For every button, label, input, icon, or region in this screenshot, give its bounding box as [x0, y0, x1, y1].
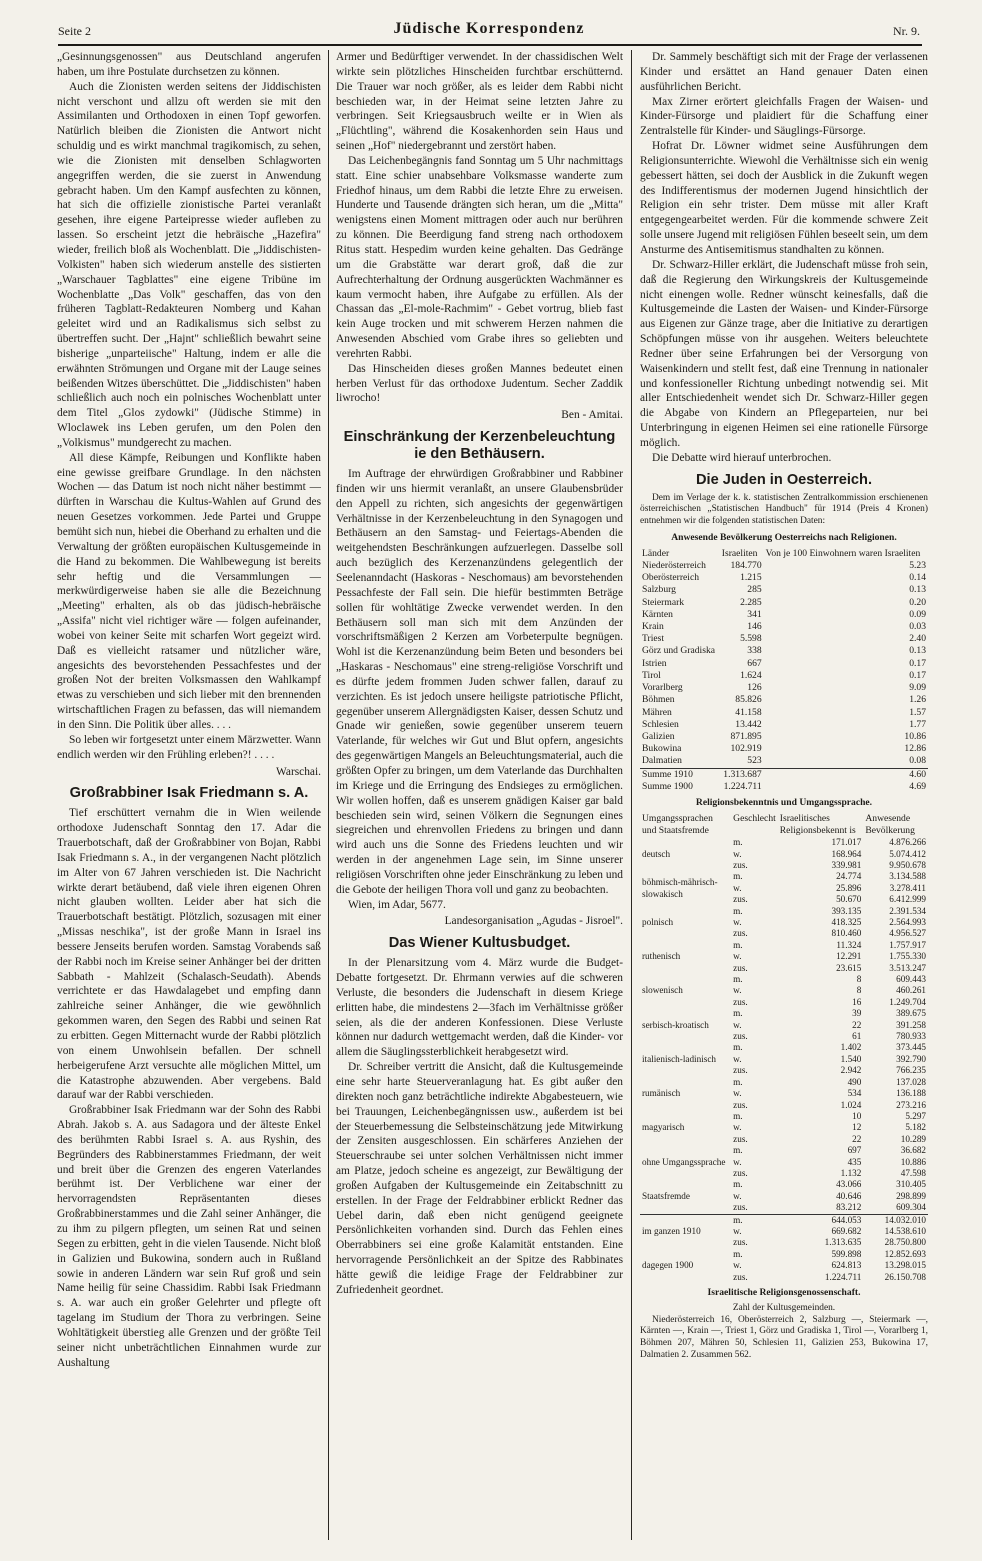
- table-cell: 2.391.534: [889, 905, 926, 916]
- table-cell: 9.09: [909, 682, 926, 694]
- table-cell: 12.86: [904, 743, 926, 755]
- table-cell: 4.60: [909, 768, 926, 780]
- table-cell: 10.86: [904, 730, 926, 742]
- table-row: [640, 1249, 928, 1260]
- table-cell: 1.224.711: [723, 780, 762, 792]
- table-caption: Israelitische Religionsgenossenschaft.: [707, 1287, 861, 1299]
- table-cell: 341: [747, 608, 762, 620]
- table-cell: Schlesien: [642, 718, 679, 730]
- column-2: [336, 50, 623, 1540]
- article-heading: Die Juden in Oesterreich.: [696, 471, 872, 488]
- table-cell: m.: [733, 1076, 743, 1087]
- table-cell: 126: [747, 682, 762, 694]
- table-row: [640, 645, 928, 657]
- table-cell: 0.14: [909, 572, 926, 584]
- table-row: [640, 560, 928, 572]
- table-cell: 47.598: [900, 1167, 926, 1178]
- table-row: [640, 1214, 928, 1226]
- table-cell: w.: [733, 951, 742, 962]
- table-cell: 609.443: [896, 974, 926, 985]
- table-cell: 184.770: [730, 560, 762, 572]
- table-cell: 4.69: [909, 780, 926, 792]
- table-cell: 14.538.610: [884, 1225, 926, 1236]
- table-cell: w.: [733, 1088, 742, 1099]
- table-row: [640, 633, 928, 645]
- table-cell: 3.278.411: [889, 882, 926, 893]
- table-cell: m.: [733, 905, 743, 916]
- table-cell: 523: [747, 755, 762, 767]
- table-cell: Dalmatien: [642, 755, 682, 767]
- table-cell: 1.26: [909, 694, 926, 706]
- table-row: [640, 707, 928, 719]
- table-cell: 5.598: [740, 633, 762, 645]
- table-cell: 1.024: [840, 1099, 862, 1110]
- table-cell: w.: [733, 1225, 742, 1236]
- table-cell: italienisch-ladinisch: [642, 1053, 716, 1064]
- table-cell: 338: [747, 645, 762, 657]
- table-cell: zus.: [733, 962, 748, 973]
- population-table: [640, 548, 928, 793]
- table-cell: serbisch-kroatisch: [642, 1019, 709, 1030]
- table-cell: 102.919: [730, 743, 762, 755]
- table-row: [640, 940, 928, 951]
- table-cell: 1.313.635: [824, 1237, 862, 1248]
- page-header: [58, 20, 920, 42]
- article-heading: Großrabbiner Isak Friedmann s. A.: [69, 785, 309, 802]
- table-cell: 810.460: [831, 928, 862, 939]
- table-cell: 146: [747, 621, 762, 633]
- table-cell: 28.750.800: [884, 1237, 926, 1248]
- table-cell: 609.304: [896, 1202, 926, 1213]
- table-cell: w.: [733, 1156, 742, 1167]
- column-divider: [631, 50, 632, 1540]
- table-cell: zus.: [733, 1099, 748, 1110]
- column-header: Von je 100 Einwohnern waren Israeliten: [765, 547, 921, 559]
- table-cell: 83.212: [836, 1202, 862, 1213]
- paragraph: „Gesinnungsgenossen" aus Deutschland angerufen haben, um ihre Postulate durchsetzen zu können.: [57, 51, 321, 78]
- table-cell: 1.757.917: [889, 939, 926, 950]
- table-cell: böhmisch-mährisch-slowakisch: [642, 877, 718, 899]
- table-cell: 1.132: [840, 1167, 862, 1178]
- table-cell: 12.852.693: [884, 1248, 926, 1259]
- table-cell: 14.032.010: [884, 1214, 926, 1225]
- column-1: [57, 50, 321, 1540]
- paragraph: Max Zirner erörtert gleichfalls Fragen der Waisen- und Kinder-Fürsorge und plaidiert für die Schaffung einer Zentralstelle für Kinder- und Säuglings-Fürsorge.: [640, 95, 928, 138]
- table-cell: zus.: [733, 996, 748, 1007]
- table-cell: 697: [847, 1145, 862, 1156]
- paragraph: In der Plenarsitzung vom 4. März wurde die Budget-Debatte fortgesetzt. Dr. Ehrmann verwies auf die schweren Verluste, die besonders die Judenschaft in diesem Kriege erlitten habe, die mindestens 2—3fach im Verhältnisse größer seien, als die der anderen Konfessionen. Diese Verluste können nur dadurch wettgemacht werden, daß die Kinder- vor allem die Säuglingssterblichkeit herabgesetzt wird.: [336, 957, 623, 1059]
- table-cell: m.: [733, 1145, 743, 1156]
- table-row: [640, 731, 928, 743]
- table-cell: m.: [733, 939, 743, 950]
- table-cell: m.: [733, 974, 743, 985]
- table-cell: m.: [733, 837, 743, 848]
- table-cell: m.: [733, 1179, 743, 1190]
- paragraph: Das Leichenbegängnis fand Sonntag um 5 Uhr nachmittags statt. Eine schier unabsehbare Volksmasse wanderte zum Friedhof hinaus, um dem Rabbi die letzte Ehre zu erweisen. Hunderte und Tausende drängten sich heran, um die „Mitta" wenigstens einen Moment mittragen oder auch nur berühren zu können. Die Beerdigung fand streng nach orthodoxem Ritus statt. Hespedim wurden keine gehalten. Das Gedränge um die Grabstätte war derart groß, daß die zur Aufrechterhaltung der Ordnung ausgerückten Wachmänner es kaum vermocht haben, ihre Aufgabe zu erfüllen. Als der Chassan das „El-mole-Rachmim" - Gebet vortrug, blieb fast kein Auge trocken und mit schwerem Herzen nahmen die Anwesenden Abschied vom Grabe ihres so geliebten und verehrten Rabbi.: [336, 154, 623, 360]
- table-cell: 5.23: [909, 560, 926, 572]
- table-subcaption: Zahl der Kultusgemeinden.: [732, 1302, 836, 1313]
- table-cell: 136.188: [896, 1088, 926, 1099]
- table-cell: 12.291: [836, 951, 862, 962]
- table-cell: 285: [747, 584, 762, 596]
- table-cell: im ganzen 1910: [642, 1225, 701, 1236]
- table-cell: 10: [852, 1110, 862, 1121]
- table-cell: 1.624: [740, 669, 762, 681]
- table-cell: w.: [733, 1122, 742, 1133]
- table-cell: 13.442: [735, 718, 762, 730]
- paragraph: Dr. Sammely beschäftigt sich mit der Frage der verlassenen Kinder und ersättet an Hand genauer Daten einen ausführlichen Bericht.: [640, 51, 928, 93]
- table-row: [640, 719, 928, 731]
- table-row: [640, 621, 928, 633]
- table-cell: 9.950.678: [889, 859, 926, 870]
- table-cell: Böhmen: [642, 694, 675, 706]
- table-cell: 39: [852, 1008, 862, 1019]
- table-cell: 644.053: [831, 1214, 862, 1225]
- table-cell: zus.: [733, 1167, 748, 1178]
- column-3: [640, 50, 928, 1540]
- table-cell: 50.670: [836, 894, 862, 905]
- paragraph: All diese Kämpfe, Reibungen und Konflikte haben eine gewisse greifbare Grundlage. In den nächsten Wochen — das Datum ist noch nicht näher bestimmt — dürften in Warschau die Kultus-Wahlen auf Grund des neuen Gesetzes vorkommen. Jede Partei und Gruppe bemüht sich nun, hiebei die Oberhand zu erhalten und die Verwaltung der größten europäischen Kultusgemeinde in die Hand zu bekommen. Die Wahlbewegung ist bereits sehr heftig und die Versammlungen — merkwürdigerweise haben sie alle die Bezeichnung „Meeting" erhalten, als ob das jüdisch-hebräische „Assifa" nicht viel richtiger wäre — folgen aufeinander, wobei von keiner Seite mit scharfen Wort gegeizt wird. Daß es vielleicht ratsamer und nützlicher wäre, angesichts des bevorstehenden Pessachfestes und der großen Not der breiten Volksmassen den Wahlkampf etwas zu verschieben und sich lieber mit den brennenden wirtschaftlichen Fragen zu befassen, das will niemandem in den Sinn. Die Politik über alles. . . .: [57, 451, 321, 731]
- page-number: Seite 2: [58, 24, 91, 38]
- table-cell: 6.412.999: [889, 894, 926, 905]
- table-cell: Tirol: [642, 669, 661, 681]
- column-header: Geschlecht: [733, 812, 776, 824]
- language-table-body: [640, 837, 928, 1283]
- paragraph: Das Hinscheiden dieses großen Mannes bedeutet einen herben Verlust für das orthodoxe Judentum. Secher Zaddik liwrocho!: [336, 362, 623, 405]
- table-cell: 5.297: [905, 1110, 926, 1121]
- table-cell: 780.933: [896, 1031, 926, 1042]
- table-cell: 599.898: [831, 1248, 862, 1259]
- table-cell: 1.224.711: [824, 1271, 862, 1282]
- table-cell: 3.513.247: [889, 962, 926, 973]
- table-row: [640, 837, 928, 848]
- table-cell: 534: [847, 1088, 862, 1099]
- table-row: [640, 658, 928, 670]
- column-header: Umgangssprachen und Staatsfremde: [642, 812, 713, 836]
- table-cell: Oberösterreich: [642, 572, 700, 584]
- table-row: [640, 597, 928, 609]
- table-row: [640, 1008, 928, 1019]
- table-cell: Mähren: [642, 706, 672, 718]
- table-cell: rumänisch: [642, 1088, 681, 1099]
- table-cell: w.: [733, 1260, 742, 1271]
- table-cell: Bukowina: [642, 743, 682, 755]
- table-cell: zus.: [733, 1065, 748, 1076]
- table-cell: zus.: [733, 1031, 748, 1042]
- table-cell: zus.: [733, 859, 748, 870]
- table-cell: 16: [852, 996, 862, 1007]
- table-row: [640, 974, 928, 985]
- table-cell: w.: [733, 848, 742, 859]
- table-cell: w.: [733, 917, 742, 928]
- table-cell: 168.964: [831, 848, 862, 859]
- signature: Landesorganisation „Agudas - Jisroel".: [444, 915, 623, 928]
- column-header: Länder: [642, 547, 670, 559]
- table-cell: m.: [733, 871, 743, 882]
- table-row: [640, 906, 928, 917]
- table-cell: Kärnten: [642, 608, 673, 620]
- table-cell: w.: [733, 985, 742, 996]
- table-caption: Religionsbekenntnis und Umgangssprache.: [695, 796, 873, 808]
- table-cell: 85.826: [735, 694, 762, 706]
- table-row: [640, 781, 928, 793]
- article-heading: Das Wiener Kultusbudget.: [388, 935, 571, 952]
- table-cell: 669.682: [831, 1225, 862, 1236]
- table-row: [640, 871, 928, 882]
- table-cell: 41.158: [735, 706, 762, 718]
- table-cell: 389.675: [896, 1008, 926, 1019]
- table-cell: 373.445: [896, 1042, 926, 1053]
- table-cell: 1.313.687: [723, 768, 762, 780]
- table-caption: Anwesende Bevölkerung Oesterreichs nach Religionen.: [671, 532, 897, 544]
- paragraph: Armer und Bedürftiger verwendet. In der chassidischen Welt wirkte sein plötzliches Hinscheiden furchtbar erschütternd. Die Trauer war noch größer, als es leider dem Rabbi nicht beschieden war, in der Heimat seine letzten Jahre zu verbringen. Seit Kriegsausbruch weilte er in Wien als „Flüchtling", während die Kosakenhorden sein Haus und seinen „Hof" niedergebrannt und zerstört haben.: [336, 51, 623, 153]
- table-cell: 43.066: [836, 1179, 862, 1190]
- table-cell: polnisch: [642, 917, 674, 928]
- table-cell: 40.646: [836, 1190, 862, 1201]
- table-cell: 5.074.412: [889, 848, 926, 859]
- table-cell: 766.235: [896, 1065, 926, 1076]
- table-cell: deutsch: [642, 848, 671, 859]
- table-cell: m.: [733, 1110, 743, 1121]
- table-cell: 0.03: [909, 621, 926, 633]
- table-row: [640, 768, 928, 781]
- table-cell: 8: [856, 974, 862, 985]
- table-cell: Krain: [642, 621, 664, 633]
- column-header: Anwesende Bevölkerung: [865, 812, 915, 836]
- table-cell: ruthenisch: [642, 951, 681, 962]
- table-cell: zus.: [733, 1202, 748, 1213]
- table-row: [640, 743, 928, 755]
- column-divider: [328, 50, 329, 1540]
- table-cell: 435: [847, 1156, 862, 1167]
- column-header: Israeliten: [721, 547, 758, 559]
- table-cell: 22: [852, 1133, 862, 1144]
- table-cell: 393.135: [831, 905, 862, 916]
- table-cell: m.: [733, 1248, 743, 1259]
- table-cell: 624.813: [831, 1260, 862, 1271]
- table-cell: 0.09: [909, 608, 926, 620]
- table-cell: Triest: [642, 633, 665, 645]
- table-cell: 0.17: [909, 657, 926, 669]
- table-cell: 61: [852, 1031, 862, 1042]
- table-cell: m.: [733, 1008, 743, 1019]
- table-cell: zus.: [733, 928, 748, 939]
- table-cell: 8: [856, 985, 862, 996]
- table-cell: 25.896: [836, 882, 862, 893]
- table-row: [640, 572, 928, 584]
- paragraph: Auch die Zionisten werden seitens der Jiddischisten nicht verschont und allzu oft werden sie mit den Assimilanten und Orthodoxen in einen Topf geworfen. Natürlich bleiben die Zionisten die Antwort nicht schuldig und es wirkt manchmal tragikomisch, zu sehen, wie die Zionisten mit denselben Schlagworten angegriffen werden, die sie zuerst in Anwendung gebracht haben. Um den Kampf ausfechten zu können, hat sich die offizielle zionistische Partei veranlaßt gesehen, ihre eigene Parteipresse wieder aufleben zu lassen. So erscheint jetzt die hebräische „Hazefira" wieder, freilich bloß als Wochenblatt. Die „Jiddischisten-Volkisten" haben sich wiederum anstelle des sistierten „Warschauer Tagblattes" eine eigene Tribüne im Wochenblatte „Das Volk" geschaffen, das von den früheren Tagblatt-Redakteuren Nomberg und Kahan geleitet wird und an Radikalismus sich selbst zu übertreffen sucht. Der „Hajnt" schließlich bewahrt seine bisherige „unparteiische" Haltung, indem er alle die erwähnten Strömungen und Organe mit der Lauge seines beißenden Witzes überschüttet. Die „Jiddischisten" haben schließlich auch noch ein polnisches Wochenblatt unter dem Titel „Glos zydowki" (Jüdische Stimme) in Wloclawek ins Leben gerufen, um den Polen den „Volkismus" mundgerecht zu machen.: [57, 80, 321, 449]
- table-cell: Galizien: [642, 730, 675, 742]
- table-row: [640, 609, 928, 621]
- table-cell: 12: [852, 1122, 862, 1133]
- table-cell: 4.876.266: [889, 837, 926, 848]
- table-row: [640, 1077, 928, 1088]
- paragraph: Großrabbiner Isak Friedmann war der Sohn des Rabbi Abrah. Jakob s. A. aus Sadagora und der älteste Enkel des berühmten Rabbi Israel s. A. aus Ryshin, des Begründers des Rabbinerstammes Friedmann, der weit und breit über die Grenzen des engeren Vaterlandes berühmt ist. Der Verblichene war einer der hervorragendsten Repräsentanten dieses Großrabbinerstammes und die Zahl seiner Anhänger, die zu ihm zu pilgern pflegten, um seinen Rat und seinen Segen zu erbitten, geht in die vielen Tausende. Nicht bloß in Galizien und Bukowina, sondern auch in Rußland sowie in anderen Ländern war sein Ruf groß und sein Name heilig für seine Chassidim. Rabbi Isak Friedmann s. A. war auch ein großer Gelehrter und pflegte oft tagelang im Studium der Thora zu verbringen. Seine Wohltätigkeit überstieg alle Grenzen und der größte Teil seiner nicht unbeträchtlichen Einnahmen wurde zur Aushaltung: [57, 1104, 321, 1369]
- masthead-title: Jüdische Korrespondenz: [393, 20, 585, 37]
- paragraph: So leben wir fortgesetzt unter einem Märzwetter. Wann endlich werden wir den Frühling erleben?! . . . .: [57, 733, 321, 761]
- table-row: [640, 682, 928, 694]
- table-cell: 391.258: [896, 1019, 926, 1030]
- table-cell: 0.13: [909, 584, 926, 596]
- table-cell: 1.402: [840, 1042, 862, 1053]
- table-cell: 10.886: [900, 1156, 926, 1167]
- table-cell: magyarisch: [642, 1122, 685, 1133]
- column-header: Israelitisches Religionsbekennt is: [779, 812, 856, 836]
- table-cell: 339.981: [831, 859, 862, 870]
- table-cell: 3.134.588: [889, 871, 926, 882]
- table-cell: w.: [733, 1019, 742, 1030]
- table-cell: w.: [733, 882, 742, 893]
- language-table: [640, 813, 928, 1283]
- table-cell: Salzburg: [642, 584, 676, 596]
- table-cell: Vorarlberg: [642, 682, 683, 694]
- table-row: [640, 755, 928, 768]
- table-cell: 871.895: [730, 730, 762, 742]
- table-cell: 13.298.015: [884, 1260, 926, 1271]
- header-rule: [58, 44, 922, 46]
- table-cell: 490: [847, 1076, 862, 1087]
- signature: Ben - Amitai.: [561, 409, 623, 422]
- table-cell: 24.774: [836, 871, 862, 882]
- table-cell: Görz und Gradiska: [642, 645, 715, 657]
- table-cell: 171.017: [831, 837, 862, 848]
- signature: Warschai.: [276, 765, 321, 778]
- table-row: [640, 694, 928, 706]
- table-row: [640, 1179, 928, 1190]
- issue-number: Nr. 9.: [893, 24, 920, 38]
- table-cell: 4.956.527: [889, 928, 926, 939]
- table-cell: zus.: [733, 1133, 748, 1144]
- table-cell: 0.20: [909, 596, 926, 608]
- table-row: [640, 584, 928, 596]
- table-row: [640, 670, 928, 682]
- table-cell: 0.08: [909, 755, 926, 767]
- population-table-body: [640, 560, 928, 793]
- table-cell: 36.682: [900, 1145, 926, 1156]
- table-row: [640, 1042, 928, 1053]
- paragraph: Niederösterreich 16, Oberösterreich 2, Salzburg —, Steiermark —, Kärnten —, Krain —, Triest 1, Görz und Gradiska 1, Tirol —, Vorarlberg 1, Böhmen 207, Mähren 50, Schlesien 11, Galizien 253, Bukowina 17, Dalmatien 2. Zusammen 562.: [640, 1314, 928, 1361]
- table-cell: 1.249.704: [889, 996, 926, 1007]
- table-cell: Summe 1910: [642, 768, 693, 780]
- table-cell: 1.540: [840, 1053, 862, 1064]
- table-cell: 10.289: [900, 1133, 926, 1144]
- table-cell: 0.13: [909, 645, 926, 657]
- table-cell: Steiermark: [642, 596, 685, 608]
- table-cell: slowenisch: [642, 985, 683, 996]
- table-cell: w.: [733, 1190, 742, 1201]
- table-cell: 392.790: [896, 1053, 926, 1064]
- table-row: [640, 1145, 928, 1156]
- table-cell: 5.182: [905, 1122, 926, 1133]
- table-cell: 23.615: [836, 962, 862, 973]
- table-cell: 0.17: [909, 669, 926, 681]
- table-cell: 11.324: [836, 939, 862, 950]
- table-cell: 1.77: [909, 718, 926, 730]
- table-cell: m.: [733, 1042, 743, 1053]
- paragraph: Hofrat Dr. Löwner widmet seine Ausführungen dem Religionsunterrichte. Wiewohl die Verhältnisse sich ein wenig gebessert hätten, sei doch der Ausblick in die Zukunft wegen des Indifferentismus der modernen Jugend hinsichtlich der Religion ein sehr trister. Dem müsse mit aller Kraft entgegengearbeitet werden. Für die kommende schwere Zeit solle unsere Jugend mit religiösen Fühlen beseelt sein, um dem Ansturme des Antisemitismus standhalten zu können.: [640, 140, 928, 256]
- table-cell: 1.57: [909, 706, 926, 718]
- table-cell: 1.215: [740, 572, 762, 584]
- dateline: Wien, im Adar, 5677.: [348, 898, 446, 911]
- table-cell: ohne Umgangssprache: [642, 1156, 726, 1167]
- table-cell: Summe 1900: [642, 780, 693, 792]
- table-cell: zus.: [733, 1237, 748, 1248]
- table-cell: 22: [852, 1019, 862, 1030]
- table-row: [640, 1111, 928, 1122]
- table-cell: 1.755.330: [889, 951, 926, 962]
- table-cell: 310.405: [896, 1179, 926, 1190]
- table-cell: 26.150.708: [884, 1271, 926, 1282]
- table-cell: dagegen 1900: [642, 1260, 694, 1271]
- table-cell: 273.216: [896, 1099, 926, 1110]
- table-cell: 2.285: [740, 596, 762, 608]
- intro-paragraph: Dem im Verlage der k. k. statistischen Zentralkommission erschienenen österreichischen „Statistischen Handbuch" für 1914 (Preis 4 Kronen) entnehmen wir die folgenden statistischen Daten:: [640, 492, 928, 527]
- paragraph: Tief erschüttert vernahm die in Wien weilende orthodoxe Judenschaft Sonntag den 17. Adar die Trauerbotschaft, daß der Großrabbiner von Bojan, Rabbi Isak Friedmann s. A., in der vergangenen Nacht plötzlich im Alter von 67 Jahren verschieden ist. Die Nachricht wirkte derart betäubend, daß viele ihren eigenen Ohren nicht glauben wollten. Leider aber hat sich die Trauerbotschaft bestätigt. Plötzlich, sozusagen mit einer „Missas neschika", ist der große Mann in Israel ins bessere Jenseits berufen worden. Samstag Vorabends saß der Rabbi noch im Kreise seiner Anhänger bei der dritten Sabbath - Mahlzeit (Schalasch-Seudath). Abends verrichtete er das Hawdalagebet und empfing dann zahlreiche seiner Anhänger, die wie gewöhnlich gekommen waren, den Segen des Rabbi und seinen Rat zu erbitten. Gegen Mitternacht wurde der Rabbi plötzlich von einem Unwohlsein befallen. Der schnell herbeigerufene Arzt versuchte alle möglichen Mittel, um die Katastrophe abzuwenden. Aber vergebens. Bald darauf war der Rabbi verschieden.: [57, 807, 321, 1102]
- paragraph: Dr. Schwarz-Hiller erklärt, die Judenschaft müsse froh sein, daß die Regierung den Wirkungskreis der Kultusgemeinde nicht einengen wolle. Redner wünscht keinesfalls, daß die Kultusgemeinde die Lasten der Waisen- und Kinder-Fürsorge aus Eigenen zur Gänze trage, aber die Initiative zu derartigen Schöpfungen müsse von ihr ausgehen. Weiters beleuchtete Redner über seine Erfahrungen bei der Versorgung von Waisenkindern und stellt fest, daß eine Trennung in nationaler und konfessioneller Richtung unbedingt notwendig sei. Mit aller Entschiedenheit wendet sich Dr. Schwarz-Hiller gegen die Abgabe von Kindern an Pflegeparteien, nur bei Unterbringung in eigenen Heimen sei eine rationelle Fürsorge möglich.: [640, 258, 928, 449]
- table-cell: 2.40: [909, 633, 926, 645]
- table-cell: 418.325: [831, 917, 862, 928]
- paragraph: Dr. Schreiber vertritt die Ansicht, daß die Kultusgemeinde eine sehr harte Steuerveranlagung hat. Es gibt außer den direkten noch ganz beträchtliche indirekte Abgabesteuern, wie bei Trauungen, Leichenbegängnissen usw., außerdem ist bei der Steuerbemessung die Selbsteinschätzung jede Mitwirkung der Zensiten ausgeschlossen. Ein schärferes Anziehen der Steuerschraube sei unter solchen Verhältnissen nicht immer am Platze, jedoch scheine es angezeigt, zur Bewältigung der großen Aufgaben der Kultusgemeinde ein Zeitabschnitt zu erstellen. In der Frage der Feldrabbiner erblickt Redner das Uebel darin, daß eben nicht genügend geeignete Persönlichkeiten vorhanden sind. Durch das Fehlen eines Oberrabbiners sei eine große Kalamität entstanden. Eine hervorragende Persönlichkeit an der Spitze des Rabbinates hätte gewiß die leidige Frage der Feldrabbiner zur Zufriedenheit geordnet.: [336, 1061, 623, 1296]
- table-cell: 298.899: [896, 1190, 926, 1201]
- article-heading: Einschränkung der Kerzenbeleuchtung ie den Bethäusern.: [343, 429, 616, 463]
- paragraph: Im Auftrage der ehrwürdigen Großrabbiner und Rabbiner finden wir uns hiermit veranlaßt, an unsere Glaubensbrüder den Appell zu richten, sich angesichts der gegenwärtigen Verhältnisse in der Kerzenbeleuchtung in den Synagogen und Bethäusern an den Samstag- und Feiertags-Abenden die weitgehendsten Beschränkungen aufzuerlegen. Dasselbe soll auch bezüglich des Kerzenanzündens gelegentlich der Seelenanndacht (Haskoras - Neschomaus) am bevorstehenden Pessachfeste der Fall sein. Die hiefür bestimmten Beträge sollen für wohltätige Zwecke verwendet werden. In den Bethäusern soll man sich mit dem Anzünden der vorschriftsmäßigen 2 Kerzen am Vorbeterpulte begnügen. Wohl ist die Kerzenanzündung beim Beten und besonders bei „Haskaras - Neschomaus" eine streng-religiöse Vorschrift und es dürfte jedem frommen Juden schwer fallen, darauf zu verzichten. Es ist jedoch unsere heiligste patriotische Pflicht, gegenüber unserem Allergnädigsten Kaiser, dessen Schutz und Gnade wir genießen, sowie gegenüber unserem teuern Vaterlande, für welches wir Gut und Blut opfern, angesichts des gegenwärtigen Mangels an Beleuchtungsmaterial, auch die größten Opfer zu bringen, um dem Vaterlande das Durchhalten im Kriege und die Erringung des Endsieges zu ermöglichen. Wir wollen hoffen, daß es unserem gnädigen Kaiser gar bald beschieden sein wird, seinen Völkern die Segnungen eines siegreichen und ehrenvollen Friedens zu bringen und dann wird auch uns die Sonne des Friedens leuchten und wir werden in der angenehmen Lage sein, im Sinne unserer religiösen Vorschriften ohne jeder Einschränkung zu leben und die Gebote der heiligen Thora voll und ganz zu beobachten.: [336, 468, 623, 896]
- table-cell: 460.261: [896, 985, 926, 996]
- table-cell: 2.564.993: [889, 917, 926, 928]
- table-cell: 137.028: [896, 1076, 926, 1087]
- table-cell: Niederösterreich: [642, 560, 706, 572]
- table-cell: 2.942: [840, 1065, 862, 1076]
- table-cell: zus.: [733, 894, 748, 905]
- table-cell: w.: [733, 1053, 742, 1064]
- table-cell: zus.: [733, 1271, 748, 1282]
- table-cell: m.: [733, 1214, 743, 1225]
- paragraph: Die Debatte wird hierauf unterbrochen.: [652, 451, 832, 464]
- table-cell: Staatsfremde: [642, 1190, 690, 1201]
- table-cell: 667: [747, 657, 762, 669]
- table-cell: Istrien: [642, 657, 667, 669]
